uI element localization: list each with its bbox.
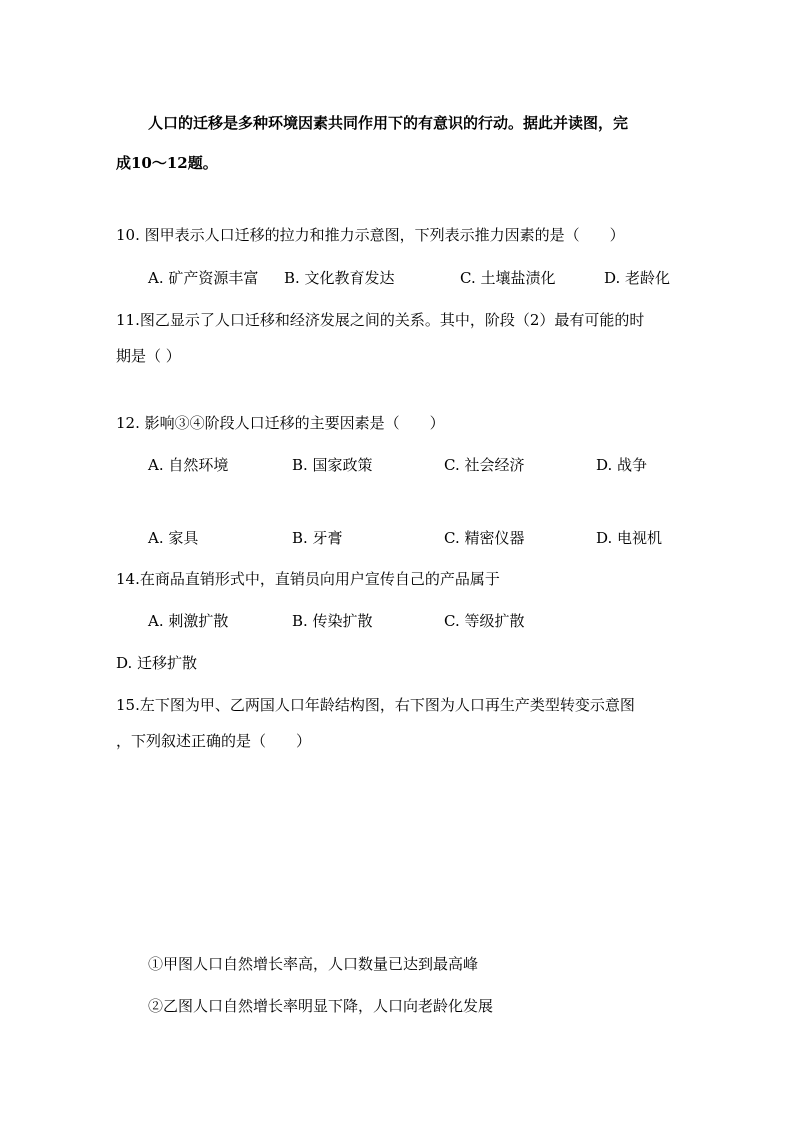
q13-option-c: C. 精密仪器	[444, 529, 525, 547]
q14-option-b: B. 传染扩散	[292, 612, 373, 630]
q10-stem: 10. 图甲表示人口迁移的拉力和推力示意图，下列表示推力因素的是（ ）	[116, 226, 625, 244]
intro-line-1: 人口的迁移是多种环境因素共同作用下的有意识的行动。据此并读图，完	[148, 114, 629, 132]
q10-option-b: B. 文化教育发达	[284, 269, 395, 287]
q14-stem: 14.在商品直销形式中，直销员向用户宣传自己的产品属于	[116, 570, 500, 588]
intro-line-2: 成10～12题。	[116, 154, 218, 172]
q14-option-d: D. 迁移扩散	[116, 654, 198, 672]
q14-option-c: C. 等级扩散	[444, 612, 525, 630]
q12-option-b: B. 国家政策	[292, 456, 373, 474]
q15-statement-2: ②乙图人口自然增长率明显下降，人口向老龄化发展	[148, 997, 494, 1015]
q10-option-c: C. 土壤盐渍化	[460, 269, 556, 287]
q10-option-d: D. 老龄化	[604, 269, 671, 287]
q12-option-d: D. 战争	[596, 456, 648, 474]
q12-option-c: C. 社会经济	[444, 456, 525, 474]
q12-stem: 12. 影响③④阶段人口迁移的主要因素是（ ）	[116, 414, 445, 432]
q12-option-a: A. 自然环境	[148, 456, 229, 474]
q14-option-a: A. 刺激扩散	[148, 612, 229, 630]
q15-statement-1: ①甲图人口自然增长率高，人口数量已达到最高峰	[148, 955, 479, 973]
q13-option-a: A. 家具	[148, 529, 199, 547]
q15-line-2: ，下列叙述正确的是（ ）	[116, 732, 312, 750]
q10-option-a: A. 矿产资源丰富	[148, 269, 259, 287]
q13-option-d: D. 电视机	[596, 529, 663, 547]
q13-option-b: B. 牙膏	[292, 529, 343, 547]
q11-line-1: 11.图乙显示了人口迁移和经济发展之间的关系。其中，阶段（2）最有可能的时	[116, 311, 645, 329]
q11-line-2: 期是（ ）	[116, 347, 181, 365]
q15-line-1: 15.左下图为甲、乙两国人口年龄结构图，右下图为人口再生产类型转变示意图	[116, 696, 635, 714]
